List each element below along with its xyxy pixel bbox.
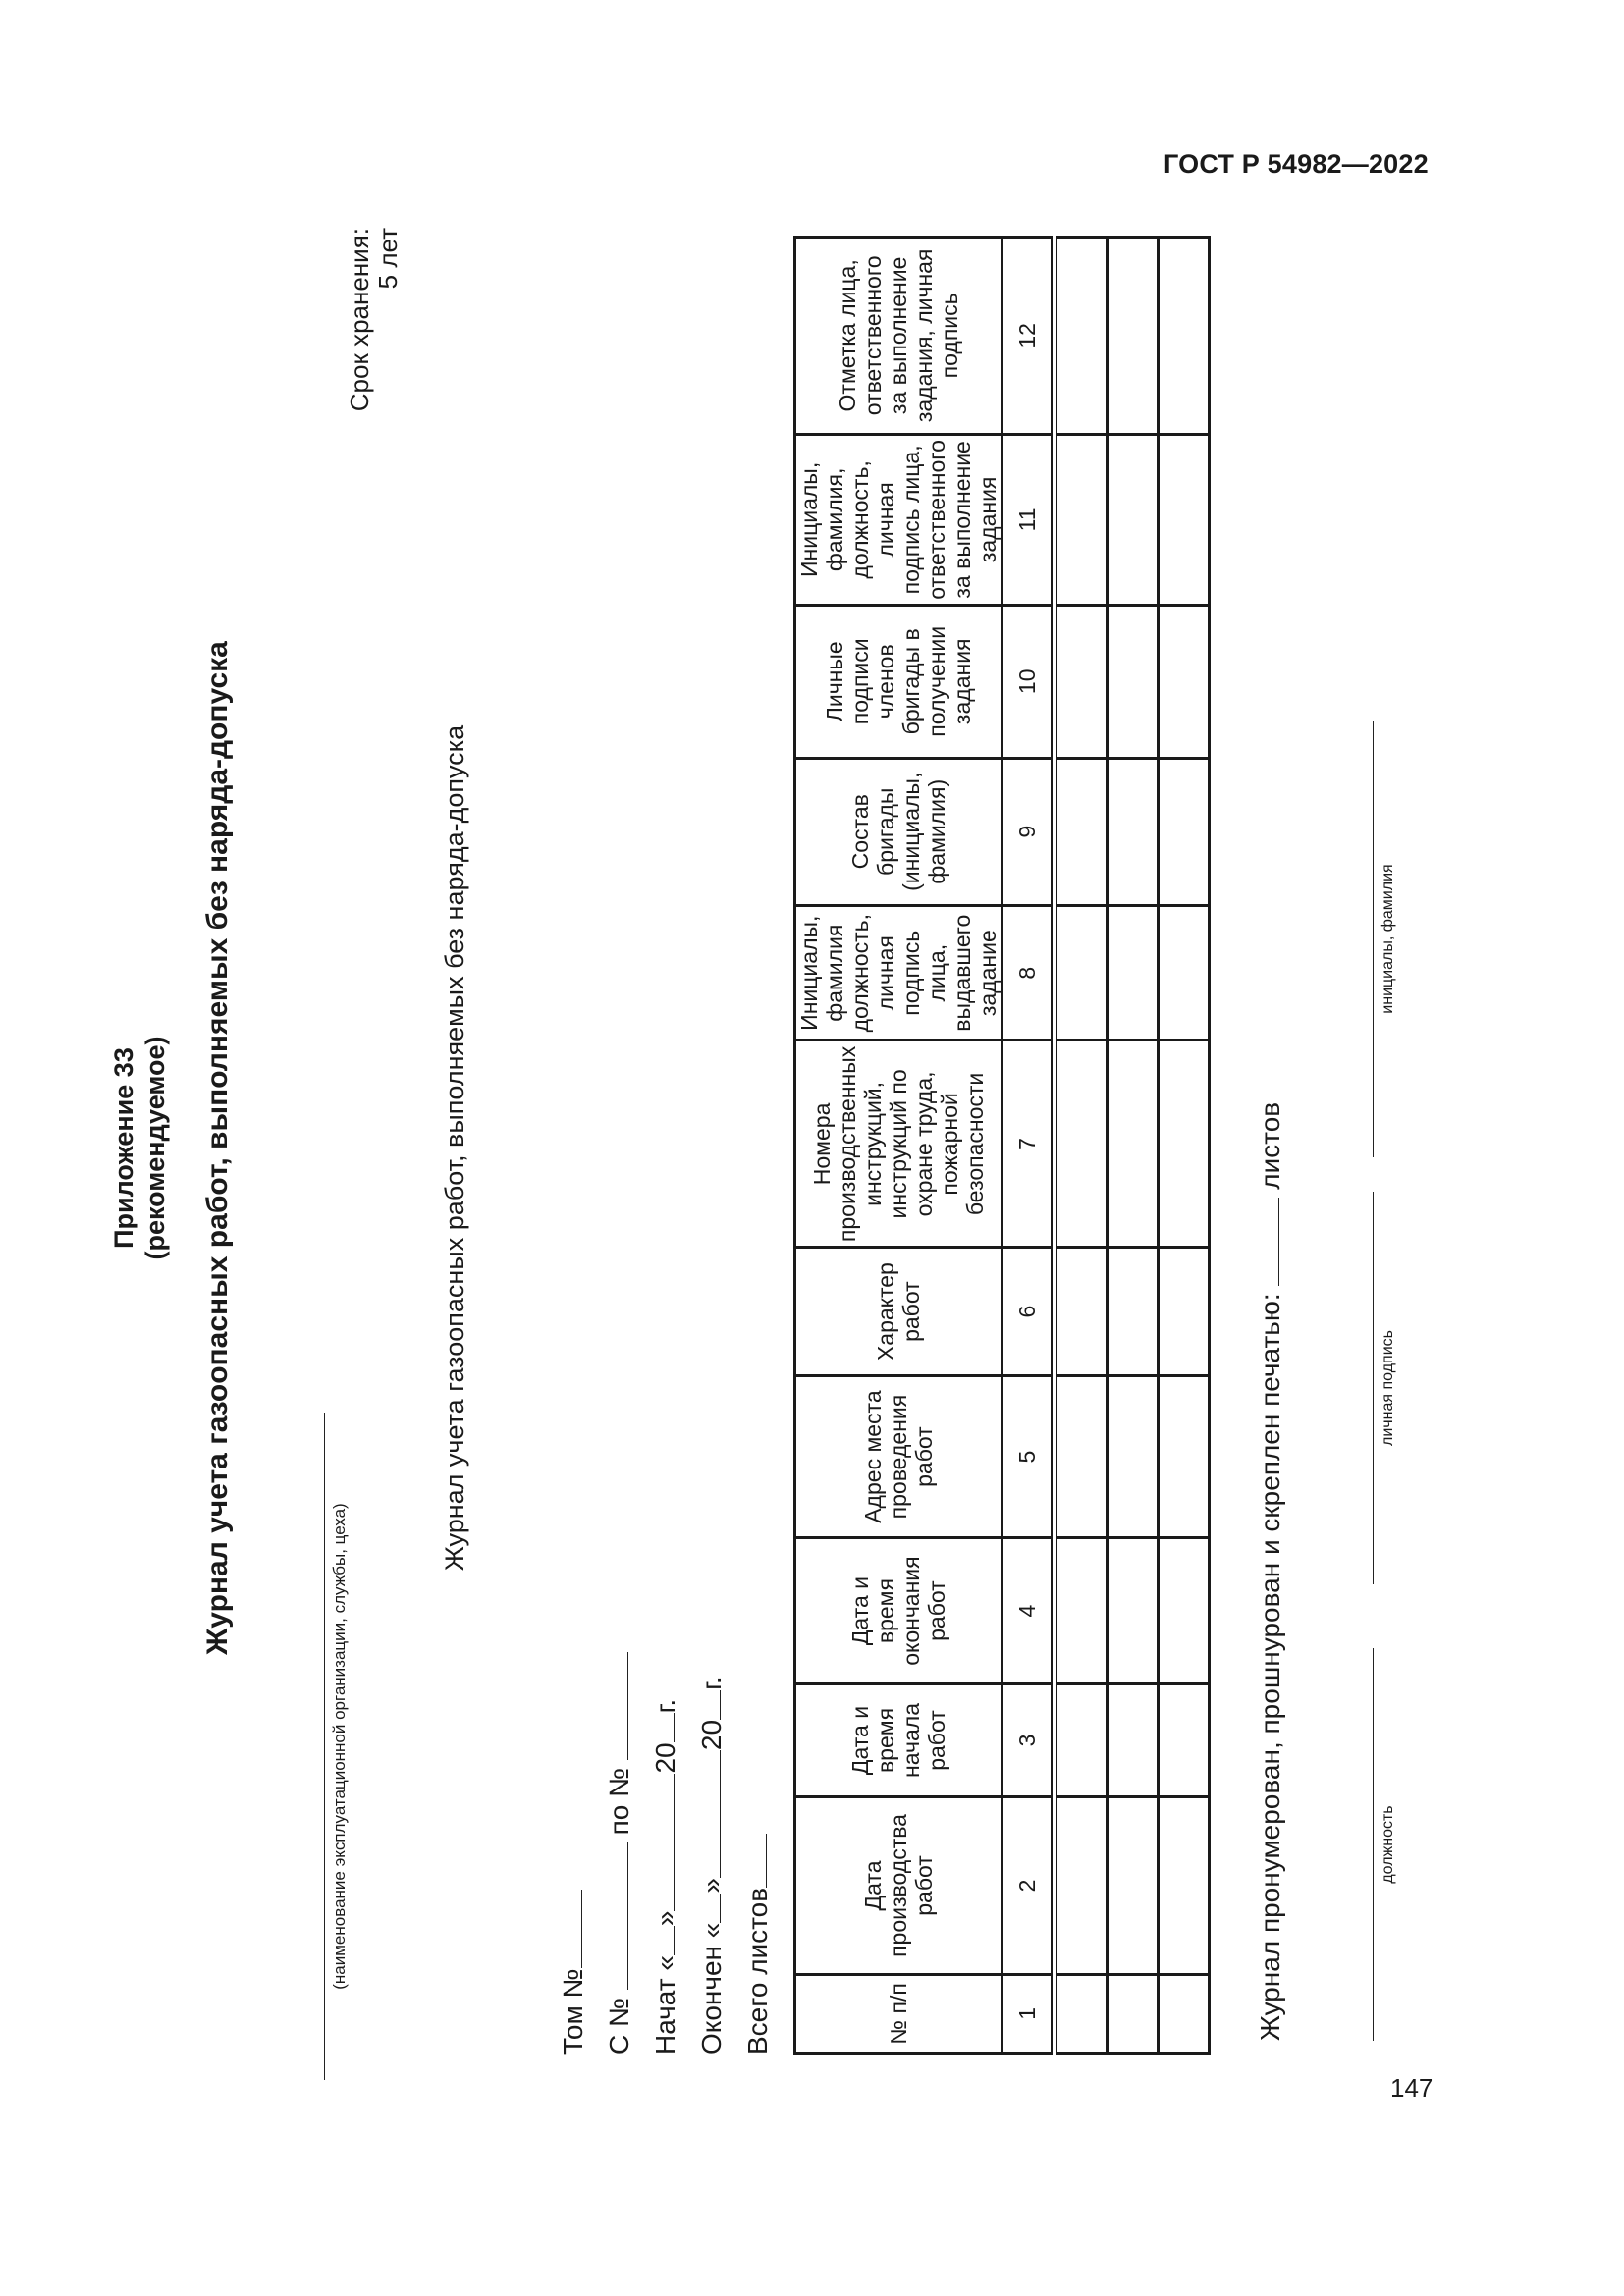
column-number: 5 bbox=[1002, 1375, 1055, 1538]
table-cell[interactable] bbox=[1108, 434, 1159, 605]
column-number: 10 bbox=[1002, 606, 1055, 758]
table-cell[interactable] bbox=[1055, 1683, 1108, 1796]
table-cell[interactable] bbox=[1108, 1538, 1159, 1683]
storage-period bbox=[346, 228, 403, 411]
signature-personal[interactable]: личная подпись bbox=[1373, 1192, 1397, 1584]
to-field[interactable] bbox=[598, 1652, 628, 1760]
table-cell[interactable] bbox=[1159, 1974, 1210, 2053]
column-header: Личные подписи членов бригады в получении задания bbox=[795, 606, 1002, 758]
ended-month-field[interactable] bbox=[690, 1750, 721, 1878]
started-row bbox=[642, 1652, 688, 2055]
table-cell[interactable] bbox=[1055, 1375, 1108, 1538]
year-suffix: г. bbox=[696, 1676, 727, 1690]
signature-name[interactable]: инициалы, фамилия bbox=[1373, 721, 1397, 1157]
column-header: № п/п bbox=[795, 1974, 1002, 2053]
total-sheets-field[interactable] bbox=[736, 1834, 767, 1888]
volume-label: Том № bbox=[558, 1968, 588, 2055]
from-label: С № bbox=[604, 1997, 634, 2055]
started-day-field[interactable] bbox=[644, 1926, 675, 1955]
journal-table bbox=[793, 236, 1211, 2055]
table-cell[interactable] bbox=[1159, 434, 1210, 605]
total-row bbox=[734, 1652, 781, 2055]
column-number: 9 bbox=[1002, 758, 1055, 905]
column-number: 2 bbox=[1002, 1797, 1055, 1975]
table-cell[interactable] bbox=[1108, 1041, 1159, 1248]
table-row bbox=[1159, 238, 1210, 2054]
ended-label: Окончен « bbox=[696, 1922, 727, 2055]
table-cell[interactable] bbox=[1159, 238, 1210, 435]
column-number: 1 bbox=[1002, 1974, 1055, 2053]
table-row bbox=[1055, 238, 1108, 2054]
sheet-count-field[interactable] bbox=[1249, 1198, 1279, 1286]
appendix-status: (рекомендуемое) bbox=[140, 1036, 170, 1260]
table-cell[interactable] bbox=[1055, 434, 1108, 605]
table-cell[interactable] bbox=[1159, 1797, 1210, 1975]
table-cell[interactable] bbox=[1055, 1538, 1108, 1683]
table-cell[interactable] bbox=[1159, 905, 1210, 1040]
started-month-field[interactable] bbox=[644, 1774, 675, 1911]
table-cell[interactable] bbox=[1159, 1538, 1210, 1683]
table-cell[interactable] bbox=[1055, 1974, 1108, 2053]
started-year-field[interactable] bbox=[644, 1713, 675, 1742]
volume-row bbox=[550, 1652, 596, 2055]
table-cell[interactable] bbox=[1055, 1248, 1108, 1375]
table-cell[interactable] bbox=[1108, 1248, 1159, 1375]
year-suffix: г. bbox=[650, 1698, 680, 1714]
table-cell[interactable] bbox=[1159, 758, 1210, 905]
year-prefix: 20 bbox=[696, 1719, 727, 1751]
table-cell[interactable] bbox=[1159, 1041, 1210, 1248]
range-row bbox=[596, 1652, 642, 2055]
standard-header: ГОСТ Р 54982—2022 bbox=[1164, 149, 1429, 179]
table-cell[interactable] bbox=[1055, 758, 1108, 905]
column-number: 11 bbox=[1002, 434, 1055, 605]
quote-close: » bbox=[650, 1910, 680, 1927]
table-cell[interactable] bbox=[1159, 1248, 1210, 1375]
column-number: 12 bbox=[1002, 238, 1055, 435]
total-sheets-label: Всего листов bbox=[742, 1887, 773, 2055]
from-field[interactable] bbox=[598, 1842, 628, 1990]
binding-statement-suffix: листов bbox=[1255, 1101, 1285, 1190]
column-header: Состав бригады (инициалы, фамилия) bbox=[795, 758, 1002, 905]
table-cell[interactable] bbox=[1108, 1974, 1159, 2053]
quote-close: » bbox=[696, 1878, 727, 1894]
ended-year-field[interactable] bbox=[690, 1690, 721, 1720]
table-row bbox=[1108, 238, 1159, 2054]
appendix-heading bbox=[108, 0, 171, 2296]
column-number: 6 bbox=[1002, 1248, 1055, 1375]
table-cell[interactable] bbox=[1159, 606, 1210, 758]
storage-value: 5 лет bbox=[373, 228, 403, 290]
journal-subtitle: Журнал учета газоопасных работ, выполняемых без наряда-допуска bbox=[440, 724, 469, 1572]
signature-position[interactable]: должность bbox=[1373, 1648, 1397, 2041]
table-cell[interactable] bbox=[1055, 905, 1108, 1040]
column-header: Дата и время окончания работ bbox=[795, 1538, 1002, 1683]
ended-row bbox=[688, 1652, 734, 2055]
started-label: Начат « bbox=[650, 1955, 680, 2055]
column-header: Номера производственных инструкций, инструкций по охране труда, пожарной безопасности bbox=[795, 1041, 1002, 1248]
table-cell[interactable] bbox=[1108, 606, 1159, 758]
to-label: по № bbox=[604, 1767, 634, 1836]
table-cell[interactable] bbox=[1108, 758, 1159, 905]
table-cell[interactable] bbox=[1055, 238, 1108, 435]
table-header-row bbox=[795, 238, 1002, 2054]
binding-statement-text: Журнал пронумерован, прошнурован и скреплен печатью: bbox=[1255, 1293, 1285, 2041]
column-header: Инициалы, фамилия должность, личная подпись лица, выдавшего задание bbox=[795, 905, 1002, 1040]
column-number: 4 bbox=[1002, 1538, 1055, 1683]
column-header: Характер работ bbox=[795, 1248, 1002, 1375]
table-cell[interactable] bbox=[1055, 606, 1108, 758]
column-number-row bbox=[1002, 238, 1055, 2054]
table-cell[interactable] bbox=[1108, 1683, 1159, 1796]
organization-field[interactable] bbox=[324, 1413, 325, 2080]
table-cell[interactable] bbox=[1108, 238, 1159, 435]
year-prefix: 20 bbox=[650, 1742, 680, 1774]
appendix-title: Приложение 33 bbox=[109, 1047, 138, 1249]
table-cell[interactable] bbox=[1055, 1041, 1108, 1248]
table-cell[interactable] bbox=[1055, 1797, 1108, 1975]
table-cell[interactable] bbox=[1108, 1375, 1159, 1538]
table-cell[interactable] bbox=[1159, 1375, 1210, 1538]
table-cell[interactable] bbox=[1159, 1683, 1210, 1796]
ended-day-field[interactable] bbox=[690, 1894, 721, 1923]
table-cell[interactable] bbox=[1108, 1797, 1159, 1975]
storage-label: Срок хранения: bbox=[345, 228, 374, 412]
binding-statement bbox=[1249, 1102, 1286, 2041]
column-number: 7 bbox=[1002, 1041, 1055, 1248]
page-number: 147 bbox=[1390, 2073, 1434, 2103]
column-header: Дата и время начала работ bbox=[795, 1683, 1002, 1796]
form-title: Журнал учета газоопасных работ, выполняемых без наряда-допуска bbox=[201, 641, 234, 1655]
volume-field[interactable] bbox=[552, 1890, 582, 1968]
organization-caption: (наименование эксплуатационной организации, службы, цеха) bbox=[330, 1503, 349, 1990]
column-header: Адрес места проведения работ bbox=[795, 1375, 1002, 1538]
column-number: 3 bbox=[1002, 1683, 1055, 1796]
column-header: Инициалы, фамилия, должность, личная подпись лица, ответственного за выполнение задания bbox=[795, 434, 1002, 605]
column-header: Отметка лица, ответственного за выполнение задания, личная подпись bbox=[795, 238, 1002, 435]
table-cell[interactable] bbox=[1108, 905, 1159, 1040]
journal-fields bbox=[550, 1652, 781, 2055]
column-header: Дата производства работ bbox=[795, 1797, 1002, 1975]
column-number: 8 bbox=[1002, 905, 1055, 1040]
